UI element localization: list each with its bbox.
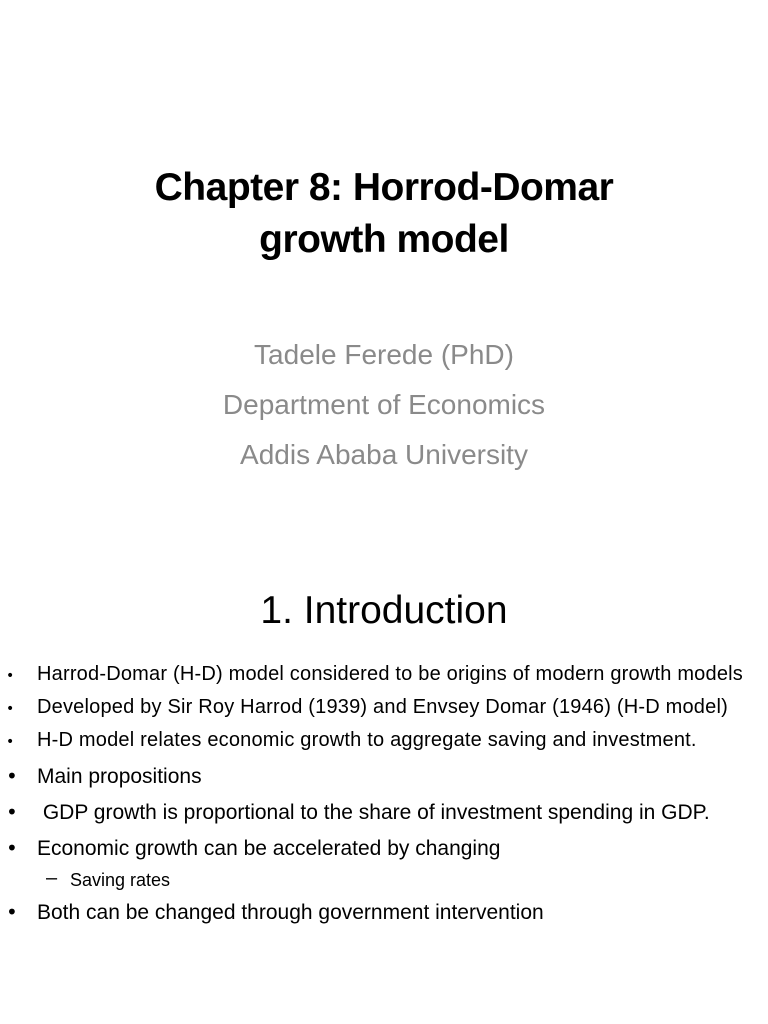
bullet-text: Harrod-Domar (H-D) model considered to be origins of modern growth models: [37, 663, 743, 685]
bullet-text: H-D model relates economic growth to aggregate saving and investment.: [37, 729, 697, 751]
bullet-icon: •: [6, 836, 18, 860]
dash-icon: –: [46, 867, 58, 889]
sub-bullet-text: Saving rates: [70, 870, 171, 890]
bullet-icon: •: [6, 668, 15, 684]
slide-title: [0, 162, 768, 266]
bullet-icon: •: [6, 800, 18, 824]
list-item: [0, 662, 768, 686]
list-item: [0, 761, 768, 792]
list-item: [0, 897, 768, 928]
list-item: [0, 728, 768, 752]
section-heading: 1. Introduction: [260, 589, 508, 632]
bullet-list: [0, 662, 768, 933]
author-block: [0, 330, 768, 480]
list-item: [0, 797, 768, 828]
bullet-text: Both can be changed through government intervention: [37, 901, 544, 924]
author-department: Department of Economics: [222, 389, 546, 420]
author-name: Tadele Ferede (PhD): [254, 339, 514, 370]
bullet-text: GDP growth is proportional to the share of investment spending in GDP.: [37, 801, 710, 824]
bullet-icon: •: [6, 701, 15, 717]
sub-list-item: [0, 869, 768, 891]
list-item: [0, 695, 768, 719]
bullet-icon: •: [6, 734, 15, 750]
bullet-icon: •: [6, 900, 18, 924]
bullet-text: Main propositions: [37, 765, 202, 788]
bullet-text: Economic growth can be accelerated by changing: [37, 837, 501, 860]
bullet-icon: •: [6, 764, 18, 788]
list-item: [0, 833, 768, 864]
bullet-text: Developed by Sir Roy Harrod (1939) and Envsey Domar (1946) (H-D model): [37, 696, 728, 718]
title-line-1: Chapter 8: Horrod-Domar: [154, 166, 614, 209]
title-line-2: growth model: [259, 218, 509, 261]
author-university: Addis Ababa University: [240, 439, 528, 470]
